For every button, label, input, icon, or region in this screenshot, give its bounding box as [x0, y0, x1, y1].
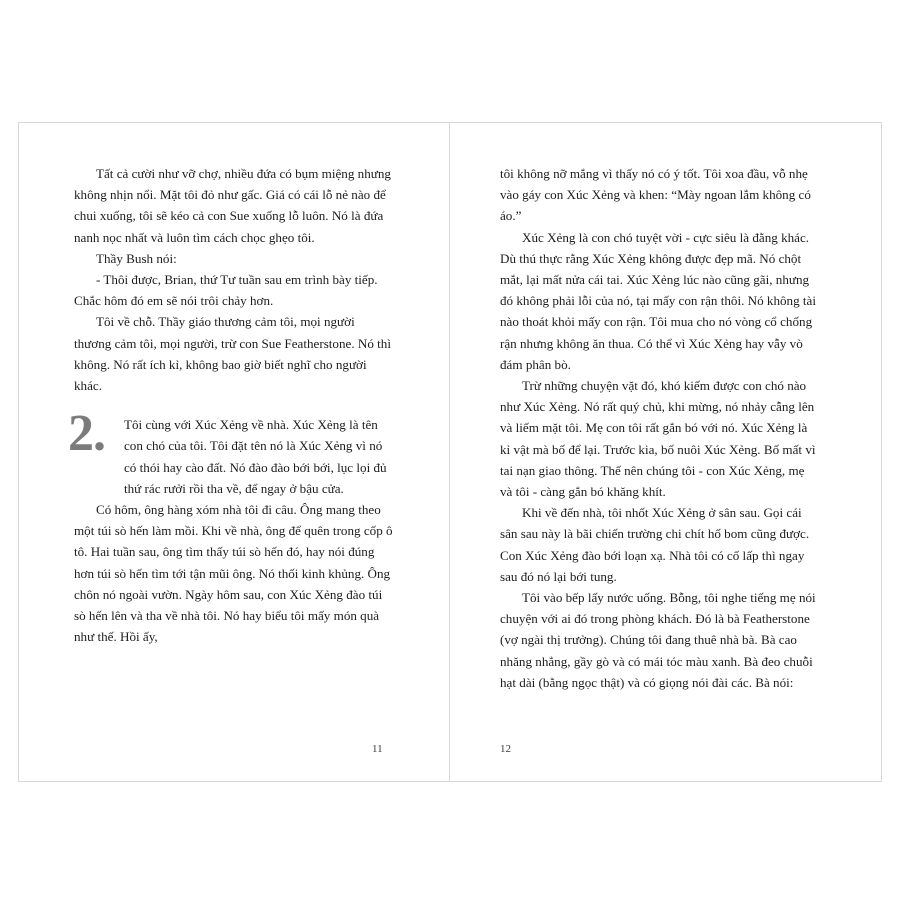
paragraph-dialogue: - Thôi được, Brian, thứ Tư tuần sau em trình bày tiếp. Chắc hôm đó em sẽ nói trôi chảy hơn.: [74, 272, 378, 309]
paragraph: Tôi cùng với Xúc Xẻng về nhà. Xúc Xẻng là tên con chó của tôi. Tôi đặt tên nó là Xúc Xẻng vì nó có thói hay cào đất. Nó đào đào bới bới, lục lọi đủ thứ rác rưởi rồi tha về, để ngay ở bậu cửa.: [124, 417, 387, 496]
right-page-text-column: [500, 163, 820, 693]
paragraph: Tôi về chỗ. Thầy giáo thương cảm tôi, mọi người thương cảm tôi, mọi người, trừ con Sue Featherstone. Nó thì không. Nó rất ích kỉ, không bao giờ biết nghĩ cho người khác.: [74, 314, 391, 394]
page-number-left: 11: [372, 743, 383, 755]
paragraph: Tôi vào bếp lấy nước uống. Bỗng, tôi nghe tiếng mẹ nói chuyện với ai đó trong phòng khách. Đó là bà Featherstone (vợ ngài thị trưởng). Chúng tôi đang thuê nhà bà. Bà cao nhăng nhẳng, gầy gò và có mái tóc màu xanh. Bà đeo chuỗi hạt dài (bằng ngọc thật) và có giọng nói đài các. Bà nói:: [500, 590, 816, 690]
left-page-text-column: [68, 163, 394, 647]
chapter-start: [68, 405, 394, 499]
paragraph: Trừ những chuyện vặt đó, khó kiếm được con chó nào như Xúc Xẻng. Nó rất quý chủ, khi mừng, nó nhảy cẫng lên và liếm mặt tôi. Mẹ con tôi rất gắn bó với nó. Xúc Xẻng là kỉ vật mà bố để lại. Trước kia, bố nuôi Xúc Xẻng. Bố mất vì tai nạn giao thông. Thế nên chúng tôi - con Xúc Xẻng, mẹ và tôi - càng gắn bó khăng khít.: [500, 378, 816, 500]
left-page: [19, 123, 450, 781]
paragraph: Tất cả cười như vỡ chợ, nhiều đứa có bụm miệng nhưng không nhịn nổi. Mặt tôi đỏ như gấc. Giá có cái lỗ nẻ nào để chui xuống, tôi sẽ kéo cả con Sue xuống lỗ luôn. Nó là đứa nanh nọc nhất và luôn tìm cách chọc ghẹo tôi.: [74, 166, 391, 245]
chapter-first-paragraph-body: [74, 414, 394, 499]
paragraph: Có hôm, ông hàng xóm nhà tôi đi câu. Ông mang theo một túi sò hến làm mồi. Khi về nhà, ông để quên trong cốp ô tô. Hai tuần sau, ông tìm thấy túi sò hến đó, hay nói đúng hơn túi sò hến tìm tới tận mũi ông. Nó thối kinh khủng. Ông chôn nó ngoài vườn. Ngày hôm sau, con Xúc Xẻng đào túi sò hến lên và tha về nhà tôi. Nó hay biểu tôi mấy món quà như thế. Hồi ấy,: [74, 502, 393, 645]
paragraph: Xúc Xẻng là con chó tuyệt vời - cực siêu là đằng khác. Dù thú thực rằng Xúc Xẻng không được đẹp mã. Nó chột mắt, lại mất nửa cái tai. Xúc Xẻng lúc nào cũng gãi, nhưng đó không phải lỗi của nó, tại mấy con rận thôi. Nó không tài nào thoát khỏi mấy con rận. Tôi mua cho nó vòng cổ chống rận nhưng không ăn thua. Có thể vì Xúc Xẻng hay vẫy vò đám phân bò.: [500, 229, 817, 372]
page-number-right: 12: [500, 743, 511, 755]
book-spread: [18, 122, 882, 782]
paragraph: Khi về đến nhà, tôi nhốt Xúc Xẻng ở sân sau. Gọi cái sân sau này là bãi chiến trường chi chít hố bom cũng được. Con Xúc Xẻng đào bới loạn xạ. Nhà tôi có cố lấp thì ngay sau đó nó lại bới tung.: [500, 505, 810, 584]
paragraph: Thầy Bush nói:: [96, 250, 177, 266]
right-page: [450, 123, 881, 781]
paragraph: tôi không nỡ mắng vì thấy nó có ý tốt. Tôi xoa đầu, vỗ nhẹ vào gáy con Xúc Xẻng và khen: “Mày ngoan lắm không có áo.”: [500, 166, 811, 224]
chapter-number: 2.: [68, 405, 105, 463]
